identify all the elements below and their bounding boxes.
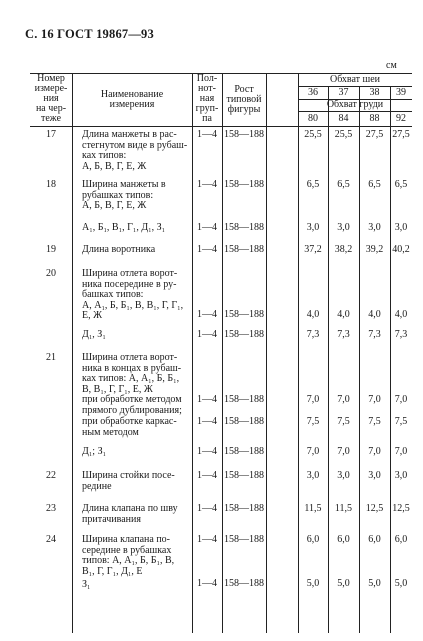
measurement-name-line: А, Б, В, Г, Е, Ж xyxy=(82,200,147,211)
measurement-value: 6,5 xyxy=(306,179,320,190)
measurement-name-line: Ширина манжеты в xyxy=(82,179,166,190)
measurement-name-line: середине в рубашках xyxy=(82,544,172,556)
measurement-value: 37,2 xyxy=(304,244,322,255)
measurement-name-line: Длина манжеты в рас- xyxy=(82,129,177,140)
header-height-line: фигуры xyxy=(227,104,261,115)
measurement-table xyxy=(30,73,412,633)
measurement-value: 7,3 xyxy=(368,329,381,340)
figure-height: 158—188 xyxy=(224,129,264,140)
measurement-value: 38,2 xyxy=(334,244,353,255)
size-group: 1—4 xyxy=(197,446,217,457)
header-neck-value: 36 xyxy=(308,87,318,98)
measurement-name xyxy=(82,330,188,341)
size-group: 1—4 xyxy=(197,503,217,514)
measurement-value: 6,0 xyxy=(306,534,320,545)
size-group: 1—4 xyxy=(197,329,217,340)
chest-label-underline xyxy=(298,111,412,112)
col-divider-7 xyxy=(359,86,360,633)
header-num-line: на чер- xyxy=(35,103,67,114)
measurement-value: 5,0 xyxy=(306,578,320,589)
measurement-value: 6,0 xyxy=(368,534,381,545)
measurement-value: 7,5 xyxy=(306,416,320,427)
measurement-name xyxy=(82,580,188,591)
measurement-value: 5,0 xyxy=(394,578,408,589)
measurement-name xyxy=(82,471,188,492)
col-divider-4 xyxy=(266,73,267,633)
measurement-value: 3,0 xyxy=(368,470,381,481)
measurement-value: 7,0 xyxy=(337,394,350,405)
col-divider-8 xyxy=(390,86,391,633)
unit-label: см xyxy=(386,60,397,71)
size-group: 1—4 xyxy=(197,309,217,320)
measurement-name-line: Ширина клапана по- xyxy=(82,534,170,545)
header-neck-value: 39 xyxy=(396,87,406,98)
header-group-line: па xyxy=(202,113,212,124)
row-number: 20 xyxy=(46,268,56,279)
measurement-value: 6,0 xyxy=(394,534,408,545)
header-name-line: измерения xyxy=(109,99,155,110)
figure-height: 158—188 xyxy=(224,394,264,405)
measurement-value: 3,0 xyxy=(368,222,381,233)
measurement-value: 39,2 xyxy=(365,244,384,255)
measurement-value: 3,0 xyxy=(306,222,320,233)
header-group-line: груп- xyxy=(195,103,219,114)
measurement-name xyxy=(82,223,188,234)
measurement-value: 7,0 xyxy=(394,394,408,405)
measurement-name-line: Длина клапана по шву xyxy=(82,503,178,514)
measurement-name xyxy=(82,130,188,172)
header-num-line: ния xyxy=(43,93,59,104)
measurement-name-line: рубашках типов: xyxy=(82,189,154,201)
header-num-line: теже xyxy=(40,113,62,124)
measurement-name-line: Ширина стойки посе- xyxy=(82,470,175,481)
measurement-value: 5,0 xyxy=(368,578,381,589)
measurement-value: 7,0 xyxy=(394,446,408,457)
measurement-value: 4,0 xyxy=(337,309,350,320)
measurement-value: 3,0 xyxy=(337,222,350,233)
measurement-value: 4,0 xyxy=(306,309,320,320)
measurement-value: 6,0 xyxy=(337,534,350,545)
figure-height: 158—188 xyxy=(224,244,264,255)
measurement-value: 6,5 xyxy=(337,179,350,190)
size-group: 1—4 xyxy=(197,222,217,233)
figure-height: 158—188 xyxy=(224,179,264,190)
measurement-value: 3,0 xyxy=(337,470,350,481)
measurement-name xyxy=(82,417,188,438)
figure-height: 158—188 xyxy=(224,222,264,233)
measurement-value: 4,0 xyxy=(368,309,381,320)
header-group-line: ная xyxy=(199,93,215,104)
measurement-value: 25,5 xyxy=(304,129,322,140)
measurement-name-line: ках типов: xyxy=(82,150,127,161)
measurement-name-line: Ширина отлета ворот- xyxy=(82,352,178,363)
measurement-value: 27,5 xyxy=(392,129,410,140)
measurement-value: 6,5 xyxy=(394,179,408,190)
figure-height: 158—188 xyxy=(224,416,264,427)
col-divider-2 xyxy=(192,73,193,633)
measurement-value: 40,2 xyxy=(392,244,410,255)
row-number: 22 xyxy=(46,470,56,481)
row-number: 23 xyxy=(46,503,56,514)
measurement-name-line: ника в концах в рубаш- xyxy=(82,362,182,374)
col-divider-1 xyxy=(72,73,73,633)
measurement-value: 11,5 xyxy=(334,503,353,514)
header-neck-value: 37 xyxy=(338,87,349,98)
col-divider-5 xyxy=(298,86,299,633)
measurement-name-line: Д₁, З₁ xyxy=(82,329,106,340)
measurement-name-line: В₁, Г, Г₁, Д₁, Е xyxy=(82,565,143,577)
size-group: 1—4 xyxy=(197,179,217,190)
measurement-name-line: стегнутом виде в рубаш- xyxy=(82,139,188,151)
measurement-value: 3,0 xyxy=(306,470,320,481)
measurement-value: 4,0 xyxy=(394,309,408,320)
measurement-name-line: Д₁; З₁ xyxy=(82,446,107,457)
header-height-line: Рост xyxy=(234,84,254,95)
figure-height: 158—188 xyxy=(224,470,264,481)
measurement-value: 7,0 xyxy=(368,394,381,405)
row-number: 19 xyxy=(46,244,56,255)
figure-height: 158—188 xyxy=(224,446,264,457)
size-group: 1—4 xyxy=(197,534,217,545)
measurement-name-line: А, Б, В, Г, Е, Ж xyxy=(82,160,147,172)
header-num-line: Номер xyxy=(37,73,65,84)
header-neck-value: 38 xyxy=(369,87,380,98)
measurement-name-line: типов: А, А₁, Б, Б₁, В, xyxy=(82,555,175,566)
size-group: 1—4 xyxy=(197,578,217,589)
measurement-value: 7,5 xyxy=(337,416,350,427)
measurement-value: 7,3 xyxy=(306,329,320,340)
figure-height: 158—188 xyxy=(224,309,264,320)
header-neck-label: Обхват шеи xyxy=(329,74,381,85)
measurement-value: 7,0 xyxy=(337,446,350,457)
header-chest-value: 84 xyxy=(338,113,349,124)
header-chest-value: 92 xyxy=(396,113,406,124)
size-group: 1—4 xyxy=(197,470,217,481)
header-height-line: типовой xyxy=(226,94,262,105)
measurement-value: 7,0 xyxy=(368,446,381,457)
measurement-name-line: редине xyxy=(82,480,112,492)
measurement-value: 12,5 xyxy=(392,503,410,514)
row-number: 21 xyxy=(46,352,56,363)
figure-height: 158—188 xyxy=(224,534,264,545)
measurement-name-line: Длина воротника xyxy=(82,244,156,255)
measurement-name-line: при обработке методом xyxy=(82,394,182,405)
measurement-value: 3,0 xyxy=(394,222,408,233)
header-num-line: измере- xyxy=(34,83,68,94)
measurement-name xyxy=(82,447,188,458)
size-group: 1—4 xyxy=(197,129,217,140)
measurement-value: 7,3 xyxy=(394,329,408,340)
measurement-name-line: ным методом xyxy=(82,426,139,438)
measurement-name xyxy=(82,504,188,525)
measurement-value: 11,5 xyxy=(304,503,322,514)
header-group-line: нот- xyxy=(198,83,216,94)
row-number: 18 xyxy=(46,179,56,190)
measurement-value: 25,5 xyxy=(334,129,353,140)
measurement-value: 5,0 xyxy=(337,578,350,589)
measurement-name-line: притачивания xyxy=(82,513,141,525)
header-group-line: Пол- xyxy=(196,73,218,84)
page-header: С. 16 ГОСТ 19867—93 xyxy=(25,27,154,41)
measurement-value: 12,5 xyxy=(365,503,384,514)
measurement-value: 7,5 xyxy=(368,416,381,427)
measurement-name-line: З₁ xyxy=(82,579,91,590)
row-number: 17 xyxy=(46,129,56,140)
col-divider-6 xyxy=(328,86,329,633)
row-number: 24 xyxy=(46,534,56,545)
measurement-name-line: ках типов: А, А₁, Б, Б₁, xyxy=(82,373,180,384)
measurement-value: 27,5 xyxy=(365,129,384,140)
measurement-value: 3,0 xyxy=(394,470,408,481)
figure-height: 158—188 xyxy=(224,503,264,514)
figure-height: 158—188 xyxy=(224,329,264,340)
figure-height: 158—188 xyxy=(224,578,264,589)
measurement-name-line: ника посередине в ру- xyxy=(82,278,177,290)
measurement-name xyxy=(82,395,188,416)
measurement-name-line: прямого дублирования; xyxy=(82,404,182,416)
measurement-name-line: Е, Ж xyxy=(82,310,103,321)
measurement-name xyxy=(82,180,188,212)
header-chest-value: 80 xyxy=(308,113,318,124)
size-group: 1—4 xyxy=(197,416,217,427)
header-name-line: Наименование xyxy=(100,89,164,100)
measurement-name xyxy=(82,353,188,395)
col-divider-3 xyxy=(222,73,223,633)
measurement-value: 6,5 xyxy=(368,179,381,190)
measurement-name-line: В, В₁, Г, Г₁, Е, Ж xyxy=(82,383,153,395)
measurement-name xyxy=(82,269,188,322)
measurement-value: 7,0 xyxy=(306,394,320,405)
size-group: 1—4 xyxy=(197,244,217,255)
measurement-value: 7,3 xyxy=(337,329,350,340)
measurement-name-line: А₁, Б₁, В₁, Г₁, Д₁, З₁ xyxy=(82,222,166,233)
measurement-name xyxy=(82,535,188,577)
header-chest-value: 88 xyxy=(369,113,380,124)
header-chest-label: Обхват груди xyxy=(326,99,384,110)
measurement-name-line: при обработке каркас- xyxy=(82,416,177,427)
measurement-name-line: А, А₁, Б, Б₁, В, В₁, Г, Г₁, xyxy=(82,299,184,311)
measurement-name xyxy=(82,245,188,256)
size-group: 1—4 xyxy=(197,394,217,405)
measurement-name-line: башках типов: xyxy=(82,289,144,300)
header-bottom-border xyxy=(30,126,412,127)
measurement-value: 7,0 xyxy=(306,446,320,457)
measurement-name-line: Ширина отлета ворот- xyxy=(82,268,178,279)
measurement-value: 7,5 xyxy=(394,416,408,427)
